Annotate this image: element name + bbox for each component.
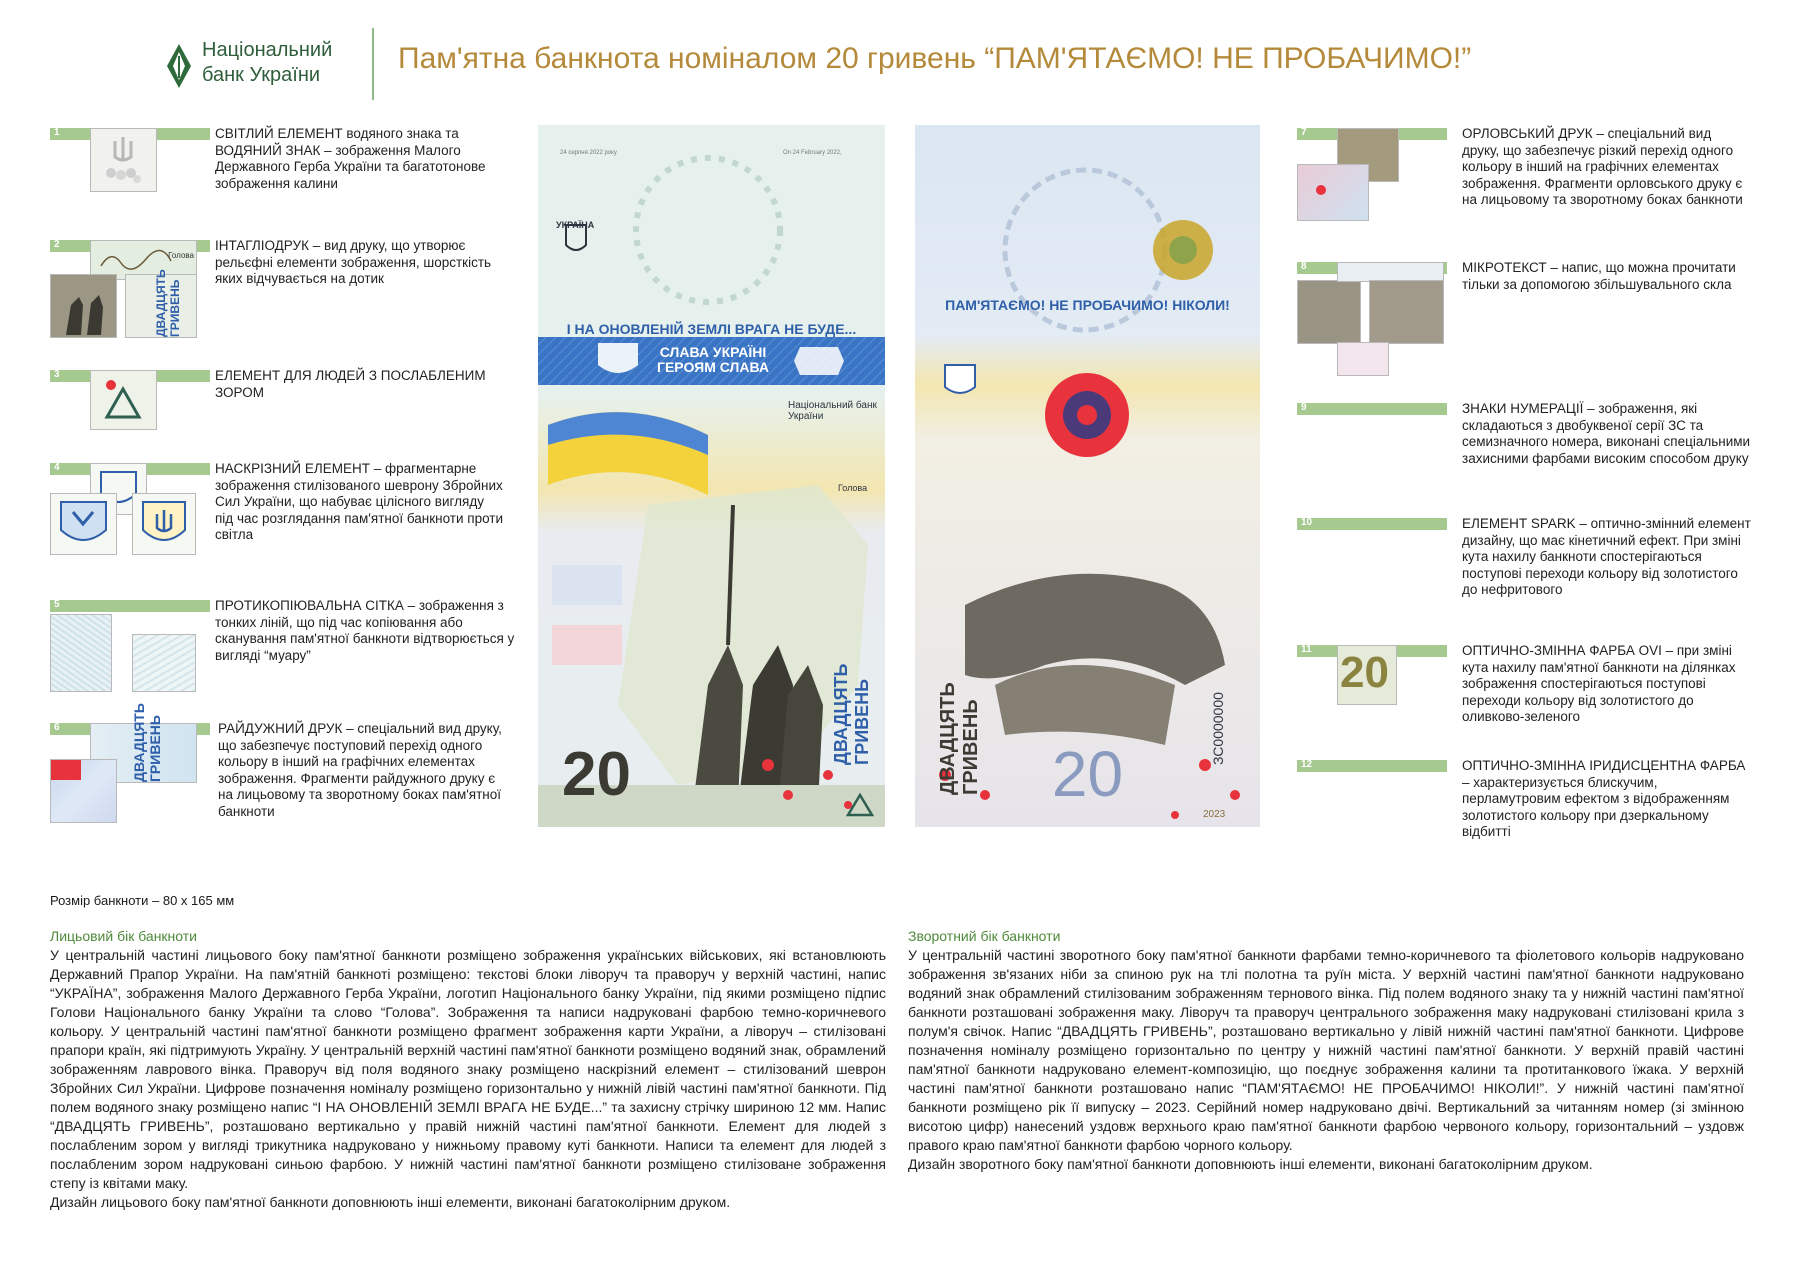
banknote-size: Розмір банкноти – 80 х 165 мм	[50, 893, 235, 908]
obverse-denomination: 20	[562, 740, 631, 809]
banknote-obverse	[538, 125, 885, 827]
reverse-serial: ЗС0000000	[1210, 692, 1226, 765]
feature-number: 12	[1301, 759, 1313, 770]
obverse-golova: Голова	[838, 483, 868, 493]
thumb-vertical-text-1: ДВАДЦЯТЬ	[154, 269, 168, 337]
microtext-thumb-right	[1369, 280, 1444, 344]
thumb-golova-label: Голова	[168, 251, 194, 260]
banknote-reverse	[915, 125, 1260, 827]
reverse-vertical-text: ДВАДЦЯТЬ ГРИВЕНЬ	[937, 682, 982, 795]
feature-number: 5	[54, 599, 60, 610]
low-vision-thumb	[90, 370, 157, 430]
feature-number: 10	[1301, 517, 1313, 528]
anticopy-thumb-left	[50, 614, 112, 692]
anticopy-thumb-right	[132, 634, 196, 692]
header-divider	[372, 28, 374, 100]
reverse-section-body	[908, 946, 1744, 1174]
thumb-vertical-text-2: ГРИВЕНЬ	[168, 279, 182, 337]
feature-number: 7	[1301, 127, 1307, 138]
feature-description: ОПТИЧНО-ЗМІННА ФАРБА OVI – при зміні кута нахилу пам'ятної банкноти на ділянках зображення спостерігаються поступові переходи кольору від золотистого до оливково-зеленого	[1462, 643, 1736, 724]
obverse-section-body	[50, 946, 886, 1212]
microtext-thumb-strip	[1337, 262, 1444, 282]
obverse-bank-logo: Національний банк України	[788, 400, 877, 422]
reverse-section-text: У центральній частині зворотного боку пам'ятної банкноти фарбами темно-коричневого та фіолетового кольорів надруковано зображення зв'язаних ніби за спиною рук на тлі полотна та руїн міста. У верхній частині пам'ятної банкноти надруковано водяний знак обрамлений стилізованим зображенням тернового вінка. Під полем водяного знаку та у нижній частині пам'ятної банкноти розташовані зображення маку. Ліворуч та праворуч центрального зображення маку надруковані стилізовані крила з полум'я свічок. Напис “ДВАДЦЯТЬ ГРИВЕНЬ”, розташовано вертикально у лівій нижній частині пам'ятної банкноти. Цифрове позначення номіналу розміщено горизонтально по центру у нижній частині пам'ятної банкноти. У верхній правій частині пам'ятної банкноти надруковано елемент-композицію, що поєднує зображення калини та протитанкового їжака. У верхній частині пам'ятної банкноти розташовано напис “ПАМ'ЯТАЄМО! НЕ ПРОБАЧИМО! НІКОЛИ!”. У нижній частині пам'ятної банкноти розміщено рік її випуску – 2023. Серійний номер надруковано двічі. Вертикальний за читанням номер (зі змінною висотою цифр) нанесений уздовж верхнього краю пам'ятної банкноти фарбою червоного кольору, горизонтальний – уздовж правого краю пам'ятної банкноти фарбою чорного кольору.	[908, 947, 1744, 1153]
watermark-thumb	[90, 128, 157, 192]
feature-description: ОРЛОВСЬКИЙ ДРУК – спеціальний вид друку, що забезпечує різкий перехід одного кольору в інший на графічних елементах зображення. Фрагменти орловського друку є на лицьовому та зворотному боках банкноти	[1462, 126, 1743, 207]
feature-description: РАЙДУЖНИЙ ДРУК – спеціальний вид друку, що забезпечує поступовий перехід одного кольору в інший на графічних елементах зображення. Фрагменти райдужного друку є на лицьовому та зворотному боках пам'ятної банкноти	[218, 721, 502, 819]
feature-number: 6	[54, 722, 60, 733]
reverse-slogan: ПАМ'ЯТАЄМО! НЕ ПРОБАЧИМО! НІКОЛИ!	[945, 297, 1230, 313]
feature-number: 4	[54, 462, 60, 473]
reverse-year: 2023	[1203, 809, 1226, 820]
obverse-ukraina: УКРАЇНА	[556, 220, 595, 230]
chevron-shield-icon	[51, 494, 116, 554]
seethrough-thumb-right	[132, 493, 196, 555]
feature-description: ОПТИЧНО-ЗМІННА ІРИДИСЦЕНТНА ФАРБА – характеризується блискучим, перламутровим ефектом з відображенням золотистого кольору при дзеркальному відбитті	[1462, 758, 1746, 839]
obverse-ribbon-text: СЛАВА УКРАЇНІ ГЕРОЯМ СЛАВА	[657, 344, 769, 375]
trident-shield-icon	[133, 494, 195, 554]
reverse-denomination: 20	[1051, 738, 1124, 810]
intaglio-text-thumb	[125, 269, 197, 338]
microtext-thumb-left	[1297, 280, 1361, 344]
ovi-denomination: 20	[1340, 648, 1389, 697]
logo-line-2: банк України	[202, 64, 321, 86]
feature-number: 3	[54, 369, 60, 380]
obverse-text-left: 24 серпня 2022 року	[560, 150, 617, 156]
trident-watermark-icon	[91, 129, 156, 191]
feature-description: ЕЛЕМЕНТ SPARK – оптично-змінний елемент дизайну, що має кінетичний ефект. При зміні кута нахилу банкноти спостерігаються поступові переходи кольору від золотистого до нефритового	[1462, 516, 1751, 597]
feature-description: СВІТЛИЙ ЕЛЕМЕНТ водяного знака та ВОДЯНИЙ ЗНАК – зображення Малого Державного Герба України та багатотонове зображення калини	[215, 126, 486, 191]
feature-number: 11	[1301, 644, 1312, 655]
obverse-section-title: Лицьовий бік банкноти	[50, 928, 197, 944]
nbu-logo-text	[202, 38, 332, 88]
reverse-section-text2: Дизайн зворотного боку пам'ятної банкноти доповнюють інші елементи, виконані багатоколірним друком.	[908, 1156, 1593, 1172]
obverse-section-text: У центральній частині лицьового боку пам'ятної банкноти розміщено зображення українських військових, які встановлюють Державний Прапор України. На пам'ятній банкноті розміщено: текстові блоки ліворуч та праворуч у верхній частині, напис “УКРАЇНА”, зображення Малого Державного Герба України, логотип Національного банку України, під якими розміщено підпис Голови Національного банку України та слово “Голова”. Зображення та написи надруковані фарбою темно-коричневого кольору. У центральній частині пам'ятної банкноти розміщено фрагмент зображення карти України, а ліворуч – стилізовані прапори країн, які підтримують Україну. У центральній верхній частині пам'ятної банкноти розміщено водяний знак, обрамлений зображенням лаврового вінка. Праворуч від поля водяного знаку розміщено наскрізний елемент – стилізований шеврон Збройних Сил України. Цифрове позначення номіналу розміщено горизонтально у нижній лівій частині пам'ятної банкноти. Під полем водяного знаку розміщено напис “І НА ОНОВЛЕНІЙ ЗЕМЛІ ВРАГА НЕ БУДЕ...” та захисну стрічку шириною 12 мм. Напис “ДВАДЦЯТЬ ГРИВЕНЬ”, розташовано вертикально у правій нижній частині пам'ятної банкноти. Елемент для людей з послабленим зором у вигляді трикутника надруковано у нижньому правому куті банкноти. Написи та елемент для людей з послабленим зором надруковані синьою фарбою. У нижній частині пам'ятної банкноти розміщено стилізоване зображення степу із квітами маку.	[50, 947, 886, 1191]
obverse-text-right: On 24 February 2022,	[783, 150, 842, 156]
feature-description: ІНТАГЛІОДРУК – вид друку, що утворює рельєфні елементи зображення, шорсткість яких відчувається на дотик	[215, 238, 492, 286]
feature-description: ЗНАКИ НУМЕРАЦІЇ – зображення, які складаються з двобуквеної серії ЗС та семизначного номера, виконані спеціальними захисними фарбами високим способом друку	[1462, 401, 1751, 466]
thumb-vertical-text-2: ГРИВЕНЬ	[147, 715, 163, 782]
feature-number: 9	[1301, 402, 1307, 413]
feature-bar	[50, 600, 210, 612]
orlov-thumb-bottom	[1297, 164, 1369, 221]
feature-description: ЕЛЕМЕНТ ДЛЯ ЛЮДЕЙ З ПОСЛАБЛЕНИМ ЗОРОМ	[215, 368, 486, 400]
feature-description: МІКРОТЕКСТ – напис, що можна прочитати тільки за допомогою збільшувального скла	[1462, 260, 1736, 292]
seethrough-thumb-left	[50, 493, 117, 555]
intaglio-soldiers-thumb	[50, 274, 117, 338]
ovi-thumb	[1337, 645, 1397, 705]
feature-number: 1	[54, 127, 60, 138]
obverse-section-text2: Дизайн лицьового боку пам'ятної банкноти доповнюють інші елементи, виконані багатоколірним друком.	[50, 1194, 731, 1210]
feature-bar	[1297, 403, 1447, 415]
obverse-vertical-text: ДВАДЦЯТЬ ГРИВЕНЬ	[831, 663, 872, 765]
feature-description: ПРОТИКОПІЮВАЛЬНА СІТКА – зображення з тонких ліній, що під час копіювання або сканування пам'ятної банкноти відтворюється у вигляді “муару”	[215, 598, 515, 663]
nbu-logo-icon	[165, 42, 193, 90]
logo-line-1: Національний	[202, 39, 333, 61]
reverse-section-title: Зворотний бік банкноти	[908, 928, 1061, 944]
feature-description: НАСКРІЗНИЙ ЕЛЕМЕНТ – фрагментарне зображення стилізованого шеврону Збройних Сил України, що набуває цілісного вигляду під час розглядання пам'ятної банкноти проти світла	[215, 461, 504, 542]
feature-bar	[1297, 518, 1447, 530]
feature-number: 8	[1301, 261, 1307, 272]
feature-number: 2	[54, 239, 60, 250]
thumb-vertical-text-1: ДВАДЦЯТЬ	[131, 703, 147, 782]
microtext-thumb-serial	[1337, 342, 1389, 376]
triangle-icon	[91, 371, 156, 429]
feature-bar	[1297, 760, 1447, 772]
soldiers-icon	[51, 275, 116, 337]
obverse-slogan: І НА ОНОВЛЕНІЙ ЗЕМЛІ ВРАГА НЕ БУДЕ...	[566, 321, 857, 337]
rainbow-thumb-bottom	[50, 759, 117, 823]
page-title: Пам'ятна банкнота номіналом 20 гривень “ПАМ'ЯТАЄМО! НЕ ПРОБАЧИМО!”	[398, 42, 1472, 75]
